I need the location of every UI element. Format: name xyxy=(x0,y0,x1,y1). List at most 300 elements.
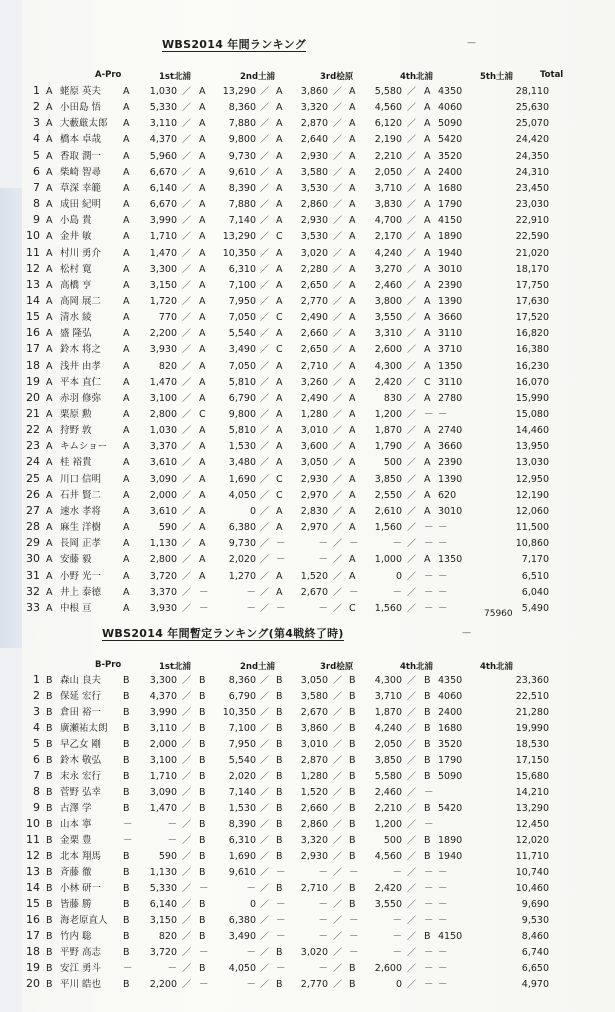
class-1: － xyxy=(123,835,133,846)
class-4: B xyxy=(349,707,356,718)
score-3: 3,580 xyxy=(300,691,328,702)
name: 倉田 裕一 xyxy=(60,707,102,718)
class-5: B xyxy=(424,675,431,686)
score-2: 6,310 xyxy=(228,835,256,846)
table-row xyxy=(22,181,615,197)
score-3: 2,660 xyxy=(300,328,328,340)
class-1: A xyxy=(123,489,130,501)
table-row xyxy=(22,833,615,849)
rank: 2 xyxy=(33,100,40,114)
class-2: B xyxy=(199,771,206,782)
total: 16,230 xyxy=(515,360,549,372)
table-row xyxy=(22,294,615,310)
class-3: － xyxy=(276,899,286,910)
class-2: B xyxy=(199,675,206,686)
total: 19,990 xyxy=(515,723,549,734)
class-5: － xyxy=(424,947,434,958)
header-1: 1st北浦 xyxy=(159,72,192,82)
class: A xyxy=(46,441,53,453)
class-2: B xyxy=(199,835,206,846)
rank: 3 xyxy=(33,116,40,130)
score-5: － xyxy=(438,409,448,420)
score-1: 1,470 xyxy=(149,247,177,259)
name: 草深 幸範 xyxy=(60,182,102,194)
sep-2: ／ xyxy=(260,442,270,453)
class-4: B xyxy=(349,963,356,974)
class-3: A xyxy=(276,409,283,420)
sep-1: ／ xyxy=(182,804,192,814)
class-4: A xyxy=(349,409,356,420)
total: 12,020 xyxy=(515,835,549,846)
score-4: 1,560 xyxy=(374,522,402,534)
class-2: B xyxy=(199,931,206,942)
class: A xyxy=(46,215,53,227)
class-4: A xyxy=(349,134,356,146)
sep-3: ／ xyxy=(333,151,343,162)
score-2: 0 xyxy=(249,505,256,517)
class-4: A xyxy=(349,279,356,291)
score-3: － xyxy=(318,915,328,926)
sep-4: ／ xyxy=(407,313,417,324)
sep-2: ／ xyxy=(260,708,270,718)
sep-2: ／ xyxy=(260,280,270,291)
score-3: 3,320 xyxy=(300,102,328,114)
sep-4: ／ xyxy=(407,458,417,469)
class-2: A xyxy=(199,392,206,404)
score-2: 8,360 xyxy=(228,102,256,114)
table-row xyxy=(22,342,615,358)
score-4: 1,560 xyxy=(374,602,402,614)
rank: 14 xyxy=(26,293,40,307)
table-row xyxy=(22,913,615,929)
class-4: A xyxy=(349,554,356,566)
name: 小野 光一 xyxy=(60,570,102,582)
score-5: 4350 xyxy=(438,86,463,97)
sep-4: ／ xyxy=(407,740,417,750)
class-5: － xyxy=(424,963,434,974)
class-3: A xyxy=(276,182,283,194)
name: 平川 皓也 xyxy=(60,979,102,990)
class-4: B xyxy=(349,819,356,830)
sep-3: ／ xyxy=(333,772,343,782)
sep-3: ／ xyxy=(333,676,343,686)
total: 6,740 xyxy=(521,947,549,958)
sep-2: ／ xyxy=(260,836,270,846)
score-3: 2,640 xyxy=(300,134,328,146)
table-row xyxy=(22,375,615,391)
score-5: 4350 xyxy=(438,675,463,686)
class: A xyxy=(46,586,53,598)
class-4: A xyxy=(349,102,356,114)
table-row xyxy=(22,407,615,423)
sep-2: ／ xyxy=(260,868,270,878)
score-5: 1350 xyxy=(438,360,463,372)
sep-1: ／ xyxy=(182,135,192,146)
total: 6,040 xyxy=(521,586,549,598)
table-row xyxy=(22,439,615,455)
table-row xyxy=(22,326,615,342)
class-3: C xyxy=(276,344,283,356)
score-3: 3,050 xyxy=(300,457,328,469)
sep-4: ／ xyxy=(407,490,417,501)
title-b: WBS2014 年間暫定ランキング(第4戦終了時) xyxy=(102,627,344,640)
header-4: 4th北浦 xyxy=(400,662,434,672)
rank: 18 xyxy=(26,358,40,372)
class-5: A xyxy=(424,425,431,437)
name: 平野 高志 xyxy=(60,947,102,958)
rank: 13 xyxy=(26,277,40,291)
class-5: A xyxy=(424,328,431,340)
table-row xyxy=(22,504,615,520)
class: A xyxy=(46,328,53,340)
class-4: B xyxy=(349,883,356,894)
table-row xyxy=(22,801,615,817)
class-3: A xyxy=(276,247,283,259)
class: A xyxy=(46,231,53,243)
class: A xyxy=(46,312,53,324)
sep-3: ／ xyxy=(333,836,343,846)
class-4: A xyxy=(349,312,356,324)
total: 14,460 xyxy=(515,425,549,437)
total: 23,030 xyxy=(515,199,549,211)
name: 海老原直人 xyxy=(60,915,108,926)
table-row xyxy=(22,132,615,148)
table-row xyxy=(22,961,615,977)
sep-2: ／ xyxy=(260,377,270,388)
score-1: 1,130 xyxy=(149,538,177,550)
sep-2: ／ xyxy=(260,980,270,990)
sep-4: ／ xyxy=(407,676,417,686)
name: 鈴木 将之 xyxy=(60,344,102,356)
rank: 2 xyxy=(33,689,40,702)
class-2: A xyxy=(199,489,206,501)
class: A xyxy=(46,489,53,501)
score-1: 3,110 xyxy=(149,118,177,130)
rank: 18 xyxy=(26,945,40,958)
score-5: － xyxy=(438,570,448,582)
class: B xyxy=(46,819,53,830)
score-4: 1,000 xyxy=(374,554,402,566)
class-1: B xyxy=(123,707,130,718)
score-1: 3,090 xyxy=(149,473,177,485)
class-2: B xyxy=(199,819,206,830)
score-4: － xyxy=(392,538,402,550)
sep-2: ／ xyxy=(260,87,270,97)
class-4: B xyxy=(349,691,356,702)
sep-3: ／ xyxy=(333,377,343,388)
class-3: C xyxy=(276,312,283,324)
class-1: B xyxy=(123,931,130,942)
class-2: A xyxy=(199,328,206,340)
class: A xyxy=(46,425,53,437)
score-3: 3,860 xyxy=(300,723,328,734)
score-5: － xyxy=(438,915,448,926)
table-row xyxy=(22,423,615,439)
sep-4: ／ xyxy=(407,345,417,356)
score-4: 2,050 xyxy=(374,739,402,750)
sep-3: ／ xyxy=(333,135,343,146)
class-4: A xyxy=(349,425,356,437)
sep-1: ／ xyxy=(182,329,192,340)
class-4: － xyxy=(349,538,359,550)
class: B xyxy=(46,931,53,942)
score-5: － xyxy=(438,947,448,958)
score-4: 3,710 xyxy=(374,182,402,194)
score-1: 5,960 xyxy=(149,150,177,162)
sep-3: ／ xyxy=(333,506,343,517)
score-3: 3,020 xyxy=(300,947,328,958)
class-3: A xyxy=(276,441,283,453)
name: 村川 勇介 xyxy=(60,247,102,259)
sep-1: ／ xyxy=(182,948,192,958)
score-5: 3660 xyxy=(438,312,463,324)
score-2: 7,050 xyxy=(228,312,256,324)
score-4: － xyxy=(392,947,402,958)
sep-2: ／ xyxy=(260,587,270,598)
sep-3: ／ xyxy=(333,948,343,958)
table-row xyxy=(22,472,615,488)
score-4: 1,200 xyxy=(374,409,402,420)
sep-1: ／ xyxy=(182,361,192,372)
class-2: A xyxy=(199,554,206,566)
score-5: － xyxy=(438,586,448,598)
score-3: 3,600 xyxy=(300,441,328,453)
rank: 10 xyxy=(26,817,40,830)
class: A xyxy=(46,166,53,178)
sep-1: ／ xyxy=(182,280,192,291)
sep-2: ／ xyxy=(260,183,270,194)
class-3: C xyxy=(276,231,283,243)
score-2: 10,350 xyxy=(222,707,256,718)
name: 桂 裕貴 xyxy=(60,457,92,469)
rank: 28 xyxy=(26,520,40,534)
score-1: 3,300 xyxy=(149,263,177,275)
table-row xyxy=(22,849,615,865)
name: 金井 敏 xyxy=(60,231,92,243)
score-4: 1,200 xyxy=(374,819,402,830)
class-1: B xyxy=(123,723,130,734)
score-3: 2,770 xyxy=(300,979,328,990)
sep-2: ／ xyxy=(260,756,270,766)
score-2: 6,310 xyxy=(228,263,256,275)
score-5: 1890 xyxy=(438,835,463,846)
header-3: 3rd桧原 xyxy=(320,72,354,82)
sep-1: ／ xyxy=(182,523,192,534)
name: 成田 紀明 xyxy=(60,199,102,211)
sep-1: ／ xyxy=(182,916,192,926)
class-3: A xyxy=(276,86,283,97)
sep-3: ／ xyxy=(333,296,343,307)
score-2: 7,140 xyxy=(228,787,256,798)
class-4: － xyxy=(349,867,359,878)
sep-1: ／ xyxy=(182,555,192,566)
class-4: C xyxy=(349,602,356,614)
sep-2: ／ xyxy=(260,135,270,146)
sep-1: ／ xyxy=(182,103,192,114)
rank: 22 xyxy=(26,423,40,437)
score-1: 3,720 xyxy=(149,570,177,582)
name: 蛯原 英夫 xyxy=(60,86,102,97)
score-3: 2,860 xyxy=(300,199,328,211)
score-2: 8,390 xyxy=(228,819,256,830)
class-2: A xyxy=(199,199,206,211)
sep-3: ／ xyxy=(333,555,343,566)
score-4: 4,240 xyxy=(374,723,402,734)
class: A xyxy=(46,360,53,372)
total: 9,690 xyxy=(521,899,549,910)
score-4: － xyxy=(392,915,402,926)
score-2: 3,490 xyxy=(228,931,256,942)
total: 23,450 xyxy=(515,182,549,194)
class-5: A xyxy=(424,231,431,243)
score-1: － xyxy=(167,819,177,830)
name: 森山 良夫 xyxy=(60,675,102,686)
name: 麻生 洋樹 xyxy=(60,522,102,534)
score-4: 5,580 xyxy=(374,771,402,782)
class-2: － xyxy=(199,883,209,894)
class: B xyxy=(46,691,53,702)
class-3: A xyxy=(276,522,283,534)
class-2: A xyxy=(199,86,206,97)
score-3: 3,580 xyxy=(300,166,328,178)
class: B xyxy=(46,899,53,910)
score-5: － xyxy=(438,963,448,974)
class-2: A xyxy=(199,295,206,307)
header-3: 3rd桧原 xyxy=(320,662,354,672)
sep-3: ／ xyxy=(333,964,343,974)
sep-1: ／ xyxy=(182,426,192,437)
score-5: 1390 xyxy=(438,295,463,307)
name: 狩野 敦 xyxy=(60,425,92,437)
class-3: A xyxy=(276,360,283,372)
sep-2: ／ xyxy=(260,167,270,178)
class-1: A xyxy=(123,392,130,404)
total: 21,280 xyxy=(515,707,549,718)
score-1: 3,110 xyxy=(149,723,177,734)
class: A xyxy=(46,86,53,97)
title-a-mark: — xyxy=(467,38,476,48)
score-1: 2,800 xyxy=(149,554,177,566)
class-4: A xyxy=(349,505,356,517)
class-3: A xyxy=(276,199,283,211)
rank: 13 xyxy=(26,865,40,878)
class-1: A xyxy=(123,554,130,566)
total: 6,510 xyxy=(521,570,549,582)
score-1: 3,610 xyxy=(149,457,177,469)
score-5: 1390 xyxy=(438,473,463,485)
sep-4: ／ xyxy=(407,151,417,162)
score-4: 4,700 xyxy=(374,215,402,227)
total: 22,590 xyxy=(515,231,549,243)
sep-3: ／ xyxy=(333,426,343,437)
class: A xyxy=(46,102,53,114)
score-2: － xyxy=(246,602,256,614)
sep-4: ／ xyxy=(407,506,417,517)
sep-3: ／ xyxy=(333,361,343,372)
score-4: 3,830 xyxy=(374,199,402,211)
sep-1: ／ xyxy=(182,852,192,862)
class-5: B xyxy=(424,835,431,846)
class-5: C xyxy=(424,376,431,388)
sep-2: ／ xyxy=(260,216,270,227)
sep-1: ／ xyxy=(182,248,192,259)
score-3: － xyxy=(318,931,328,942)
sep-4: ／ xyxy=(407,280,417,291)
score-3: 2,710 xyxy=(300,883,328,894)
class-5: A xyxy=(424,505,431,517)
table-row xyxy=(22,262,615,278)
score-4: 830 xyxy=(383,392,402,404)
rank: 7 xyxy=(33,769,40,782)
total: 25,630 xyxy=(515,102,549,114)
class-4: A xyxy=(349,199,356,211)
sep-4: ／ xyxy=(407,200,417,211)
table-row xyxy=(22,721,615,737)
class-5: A xyxy=(424,102,431,114)
class-2: B xyxy=(199,915,206,926)
name: 小島 貴 xyxy=(60,215,92,227)
sep-2: ／ xyxy=(260,932,270,942)
score-4: 500 xyxy=(383,835,402,846)
class-4: A xyxy=(349,522,356,534)
sep-1: ／ xyxy=(182,183,192,194)
sep-1: ／ xyxy=(182,836,192,846)
class-2: A xyxy=(199,150,206,162)
name: 松村 寛 xyxy=(60,263,92,275)
sep-3: ／ xyxy=(333,345,343,356)
class-2: A xyxy=(199,231,206,243)
score-5: 2740 xyxy=(438,425,463,437)
class-5: － xyxy=(424,787,434,798)
total: 17,150 xyxy=(515,755,549,766)
sep-2: ／ xyxy=(260,948,270,958)
class: A xyxy=(46,522,53,534)
class-5: A xyxy=(424,247,431,259)
total: 16,070 xyxy=(515,376,549,388)
score-1: 5,330 xyxy=(149,883,177,894)
name: 柴崎 智尋 xyxy=(60,166,102,178)
total: 24,350 xyxy=(515,150,549,162)
sep-4: ／ xyxy=(407,756,417,766)
sep-4: ／ xyxy=(407,410,417,420)
total: 18,170 xyxy=(515,263,549,275)
class-3: － xyxy=(276,931,286,942)
class: B xyxy=(46,867,53,878)
sep-4: ／ xyxy=(407,264,417,275)
score-1: － xyxy=(167,835,177,846)
class-1: A xyxy=(123,86,130,97)
score-4: 5,580 xyxy=(374,86,402,97)
table-row xyxy=(22,197,615,213)
name: 竹内 聡 xyxy=(60,931,92,942)
sep-2: ／ xyxy=(260,820,270,830)
class-3: B xyxy=(276,883,283,894)
header-5: 4th北浦 xyxy=(480,662,514,672)
score-2: 9,730 xyxy=(228,150,256,162)
sep-4: ／ xyxy=(407,932,417,942)
score-5: 4150 xyxy=(438,215,463,227)
class-1: A xyxy=(123,215,130,227)
header-1: 1st北浦 xyxy=(159,662,192,672)
class: A xyxy=(46,570,53,582)
score-5: 3010 xyxy=(438,505,463,517)
sep-2: ／ xyxy=(260,964,270,974)
class-1: A xyxy=(123,425,130,437)
sep-1: ／ xyxy=(182,884,192,894)
total: 12,190 xyxy=(515,489,549,501)
rank: 23 xyxy=(26,439,40,453)
class-4: A xyxy=(349,263,356,275)
